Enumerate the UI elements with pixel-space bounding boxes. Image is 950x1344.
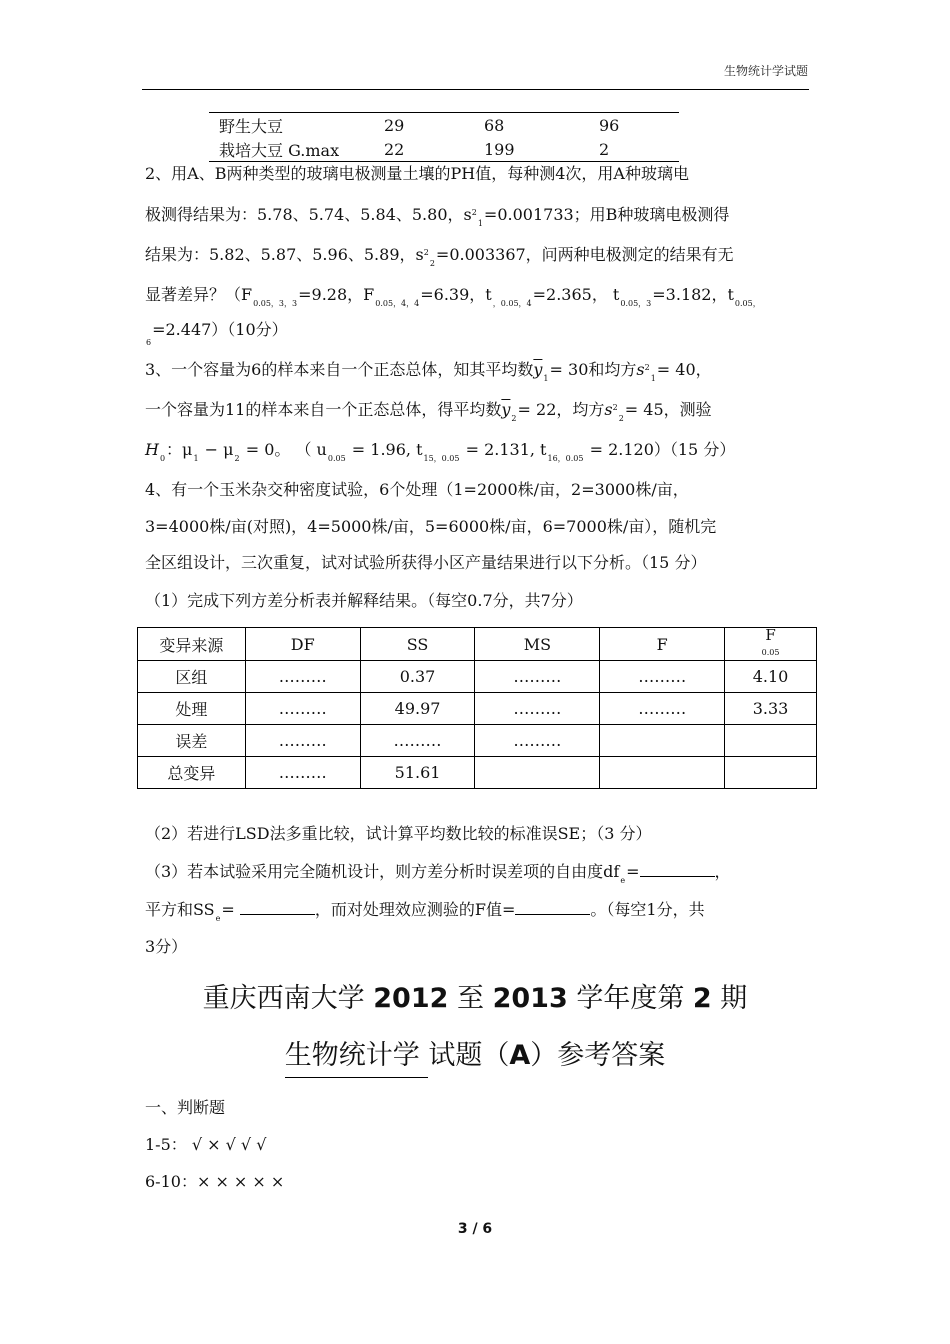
table-cell: 96 bbox=[599, 115, 620, 135]
subscript: 16，0.05 bbox=[547, 454, 584, 463]
superscript: 2 bbox=[423, 248, 429, 257]
variance-symbol: s bbox=[415, 245, 424, 264]
text: F bbox=[765, 626, 776, 644]
q4-part-2: （2）若进行LSD法多重比较，试计算平均数比较的标准误SE；（3 分） bbox=[145, 824, 652, 843]
subject-name: 生物统计学 bbox=[285, 1040, 429, 1078]
table-cell: 处理 bbox=[138, 693, 246, 725]
text: − μ bbox=[199, 440, 234, 459]
page-number: 3 / 6 bbox=[457, 1221, 493, 1237]
table-cell: 4.10 bbox=[725, 661, 817, 693]
text: = 0。 （ u bbox=[240, 440, 327, 459]
q2-line-2 bbox=[145, 203, 729, 230]
table-cell: 51.61 bbox=[360, 757, 475, 789]
text: 试题（ bbox=[428, 1040, 510, 1071]
table-cell bbox=[725, 757, 817, 789]
table-cell: 0.37 bbox=[360, 661, 475, 693]
superscript: 2 bbox=[471, 208, 477, 217]
table-cell: 49.97 bbox=[360, 693, 475, 725]
q2-line-4 bbox=[145, 283, 762, 310]
subscript: 6 bbox=[146, 338, 152, 347]
q4-line-1: 4、有一个玉米杂交种密度试验，6个处理（1=2000株/亩，2=3000株/亩， bbox=[145, 480, 689, 499]
column-header: SS bbox=[360, 628, 475, 661]
subscript: e bbox=[215, 914, 221, 923]
text: =2.447）（10分） bbox=[152, 320, 288, 339]
table-row bbox=[138, 693, 817, 725]
table-cell: 199 bbox=[484, 139, 515, 159]
text: 学年度第 bbox=[567, 983, 693, 1014]
term-number: 2 bbox=[692, 983, 712, 1014]
q3-line-3 bbox=[145, 438, 735, 465]
subscript: 1 bbox=[650, 374, 656, 383]
q2-line-1: 2、用A、B两种类型的玻璃电极测量土壤的PH值，每种测4次，用A种玻璃电 bbox=[145, 164, 689, 183]
q4-part-3-cont bbox=[145, 898, 705, 925]
table-cell: ……… bbox=[245, 661, 360, 693]
table-cell: ……… bbox=[600, 693, 725, 725]
table-cell bbox=[475, 757, 600, 789]
subscript: 0 bbox=[159, 454, 166, 463]
text: 3、一个容量为6的样本来自一个正态总体，知其平均数 bbox=[145, 360, 534, 379]
subscript: 2 bbox=[429, 259, 435, 268]
table-cell: ……… bbox=[245, 725, 360, 757]
table-row bbox=[138, 757, 817, 789]
q4-part-3 bbox=[145, 860, 731, 887]
text: = 45，测验 bbox=[624, 400, 712, 419]
subscript: 1 bbox=[477, 219, 483, 228]
text: = 2.120）（15 分） bbox=[584, 440, 736, 459]
subscript: 0.05，3 bbox=[620, 299, 652, 308]
subscript: 0.05 bbox=[327, 454, 346, 463]
q3-line-1 bbox=[145, 358, 712, 385]
variance-symbol: s bbox=[463, 205, 472, 224]
text: ，而对处理效应测验的F值= bbox=[314, 900, 516, 919]
q2-line-3 bbox=[145, 243, 734, 270]
text: =6.39，t bbox=[420, 285, 492, 304]
table-cell: ……… bbox=[245, 693, 360, 725]
q3-line-2 bbox=[145, 398, 712, 425]
answer-title-line-2 bbox=[0, 1033, 950, 1072]
q4-part-1: （1）完成下列方差分析表并解释结果。（每空0.7分，共7分） bbox=[145, 591, 583, 610]
q2-line-5 bbox=[145, 318, 288, 345]
variance-symbol: s bbox=[636, 360, 645, 379]
variance-symbol: s bbox=[604, 400, 613, 419]
text: ， bbox=[714, 862, 731, 881]
column-header: DF bbox=[245, 628, 360, 661]
header-rule bbox=[142, 89, 809, 90]
text: = bbox=[221, 900, 240, 919]
table-cell: 栽培大豆 G.max bbox=[219, 140, 340, 160]
table-cell: ……… bbox=[475, 725, 600, 757]
q4-line-3: 全区组设计，三次重复，试对试验所获得小区产量结果进行以下分析。（15 分） bbox=[145, 553, 707, 572]
text: 极测得结果为：5.78、5.74、5.84、5.80， bbox=[145, 205, 464, 224]
text: = 40， bbox=[656, 360, 712, 379]
table-header-row bbox=[138, 628, 817, 661]
text: 至 bbox=[448, 983, 493, 1014]
text: =0.003367，问两种电极测定的结果有无 bbox=[435, 245, 734, 264]
table-cell: ……… bbox=[475, 661, 600, 693]
answer-blank bbox=[515, 898, 590, 915]
mean-symbol: $\overline{y}$ bbox=[501, 400, 511, 419]
q4-part-3-end: 3分） bbox=[145, 937, 188, 956]
table-cell: ……… bbox=[600, 661, 725, 693]
text: = 22，均方 bbox=[517, 400, 605, 419]
text: 平方和SS bbox=[145, 900, 215, 919]
year-start: 2012 bbox=[373, 983, 449, 1014]
text: （3）若本试验采用完全随机设计，则方差分析时误差项的自由度df bbox=[145, 862, 620, 881]
text: =2.365， t bbox=[532, 285, 620, 304]
year-end: 2013 bbox=[492, 983, 568, 1014]
table-cell bbox=[725, 725, 817, 757]
text: = 30和均方 bbox=[549, 360, 637, 379]
answer-blank bbox=[240, 898, 315, 915]
column-header: MS bbox=[475, 628, 600, 661]
table-row bbox=[209, 113, 679, 137]
hypothesis-symbol: H bbox=[145, 440, 159, 459]
anova-table bbox=[137, 627, 817, 789]
paper-letter: A bbox=[509, 1040, 531, 1071]
text: 结果为：5.82、5.87、5.96、5.89， bbox=[145, 245, 416, 264]
table-cell: 3.33 bbox=[725, 693, 817, 725]
text: =0.001733；用B种玻璃电极测得 bbox=[483, 205, 730, 224]
text: ：μ bbox=[166, 440, 193, 459]
table-cell bbox=[600, 725, 725, 757]
column-header-f05 bbox=[725, 628, 817, 661]
answer-row-2: 6-10：× × × × × bbox=[145, 1172, 285, 1191]
text: 期 bbox=[711, 983, 748, 1014]
subscript: 15，0.05 bbox=[423, 454, 460, 463]
table-row bbox=[209, 137, 679, 161]
text: 。（每空1分，共 bbox=[590, 900, 705, 919]
table-cell: 2 bbox=[599, 139, 610, 159]
text: 一个容量为11的样本来自一个正态总体，得平均数 bbox=[145, 400, 502, 419]
subscript: 0.05，3，3 bbox=[253, 299, 298, 308]
superscript: 2 bbox=[612, 403, 618, 412]
text: =9.28，F bbox=[298, 285, 375, 304]
soybean-table bbox=[209, 112, 679, 162]
q4-line-2: 3=4000株/亩(对照)，4=5000株/亩，5=6000株/亩，6=7000株/亩），随机完 bbox=[145, 517, 717, 536]
mean-symbol: $\overline{y}$ bbox=[533, 360, 543, 379]
subscript: e bbox=[620, 876, 626, 885]
table-cell: 22 bbox=[384, 139, 405, 159]
column-header: F bbox=[600, 628, 725, 661]
section-heading: 一、判断题 bbox=[145, 1098, 226, 1117]
subscript: 0.05，4，4 bbox=[375, 299, 420, 308]
table-cell: 29 bbox=[384, 115, 405, 135]
subscript: 0.05 bbox=[761, 648, 780, 657]
table-cell: 误差 bbox=[138, 725, 246, 757]
table-cell: 野生大豆 bbox=[219, 116, 284, 136]
subscript: 0.05， bbox=[734, 299, 761, 308]
table-cell: 总变异 bbox=[138, 757, 246, 789]
table-cell bbox=[600, 757, 725, 789]
subscript: 2 bbox=[511, 414, 517, 423]
table-cell: ……… bbox=[245, 757, 360, 789]
text: = 2.131, t bbox=[460, 440, 547, 459]
answer-blank bbox=[640, 860, 715, 877]
text: ）参考答案 bbox=[530, 1040, 666, 1071]
subscript: 2 bbox=[234, 454, 240, 463]
superscript: 2 bbox=[644, 363, 650, 372]
text: 重庆西南大学 bbox=[202, 983, 374, 1014]
subscript: 1 bbox=[193, 454, 199, 463]
table-cell: ……… bbox=[360, 725, 475, 757]
subscript: 1 bbox=[543, 374, 549, 383]
table-cell: 区组 bbox=[138, 661, 246, 693]
table-cell: ……… bbox=[475, 693, 600, 725]
table-cell: 68 bbox=[484, 115, 505, 135]
text: = bbox=[626, 862, 640, 881]
answer-row-1: 1-5： √ × √ √ √ bbox=[145, 1135, 267, 1154]
text: = 1.96, t bbox=[346, 440, 423, 459]
column-header: 变异来源 bbox=[138, 628, 246, 661]
answer-title-line-1 bbox=[0, 976, 950, 1015]
text: 显著差异？（F bbox=[145, 285, 253, 304]
text: =3.182，t bbox=[652, 285, 734, 304]
page-header-title: 生物统计学试题 bbox=[723, 64, 808, 78]
subscript: ，0.05，4 bbox=[492, 299, 532, 308]
table-row bbox=[138, 725, 817, 757]
table-row bbox=[138, 661, 817, 693]
subscript: 2 bbox=[618, 414, 624, 423]
